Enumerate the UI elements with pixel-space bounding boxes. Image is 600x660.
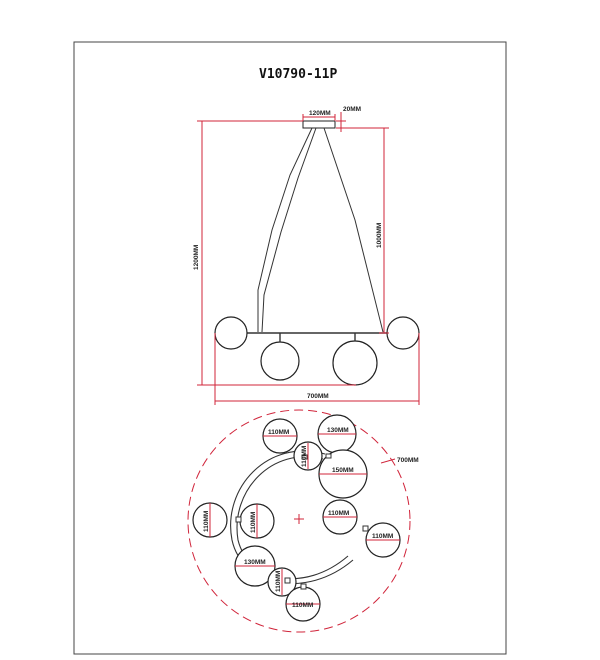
top-globe-label-7: 110MM xyxy=(328,510,350,517)
side-globe-2 xyxy=(387,317,419,349)
side-globe-1 xyxy=(215,317,247,349)
top-globe-label-8: 110MM xyxy=(372,533,394,540)
top-globe-label-3: 110MM xyxy=(301,445,308,467)
holder-6 xyxy=(301,584,306,589)
holder-4 xyxy=(363,526,368,531)
side-globe-4 xyxy=(333,341,377,385)
canopy xyxy=(303,121,335,128)
top-globe-label-11: 110MM xyxy=(292,602,314,609)
top-view xyxy=(188,410,419,632)
dim-overall-width: 700MM xyxy=(307,393,329,400)
dim-canopy-height: 20MM xyxy=(343,106,362,113)
side-globe-3 xyxy=(261,342,299,380)
dim-top-diameter: 700MM xyxy=(397,457,419,464)
cable-right xyxy=(324,128,383,332)
model-title: V10790-11P xyxy=(259,67,338,82)
top-globe-label-9: 130MM xyxy=(244,559,266,566)
holder-2 xyxy=(326,454,331,458)
cable-left xyxy=(258,128,312,332)
holder-3 xyxy=(236,517,241,522)
side-view xyxy=(193,106,419,405)
top-globe-label-10: 110MM xyxy=(275,570,282,592)
top-globe-label-1: 110MM xyxy=(268,429,290,436)
top-globe-label-2: 130MM xyxy=(327,427,349,434)
dim-canopy-width: 120MM xyxy=(309,110,331,117)
top-globe-label-4: 150MM xyxy=(332,467,354,474)
cable-left-2 xyxy=(262,128,316,332)
holder-5 xyxy=(285,578,290,583)
dim-cable-length: 1000MM xyxy=(376,222,383,248)
top-globe-label-6: 110MM xyxy=(250,511,257,533)
dim-total-height: 1200MM xyxy=(193,244,200,270)
top-globe-label-5: 110MM xyxy=(203,510,210,532)
